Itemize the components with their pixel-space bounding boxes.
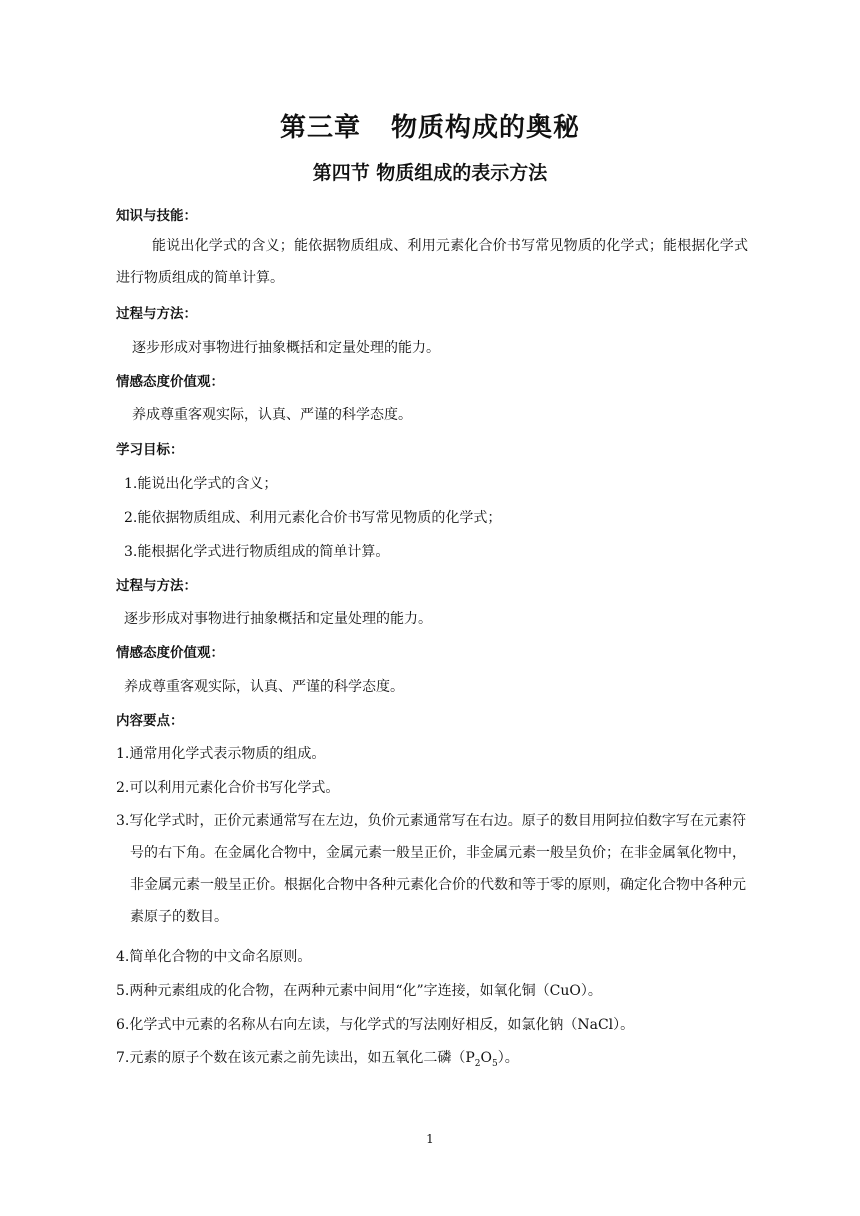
process-text-2: 逐步形成对事物进行抽象概括和定量处理的能力。	[124, 611, 432, 627]
goal-item-3: 3.能根据化学式进行物质组成的简单计算。	[124, 544, 390, 560]
process-heading-2: 过程与方法：	[116, 578, 197, 594]
point-item-5: 5.两种元素组成的化合物，在两种元素中间用“化”字连接，如氧化铜（CuO）。	[116, 983, 602, 999]
knowledge-heading: 知识与技能：	[116, 208, 197, 224]
chapter-number: 第三章	[279, 113, 361, 143]
knowledge-text: 能说出化学式的含义；能依据物质组成、利用元素化合价书写常见物质的化学式；能根据化学式进行物质组成的简单计算。	[116, 238, 748, 286]
point-7-oxygen: O	[480, 1050, 492, 1066]
page-number: 1	[426, 1132, 434, 1146]
point-7-subscript-1: 2	[474, 1058, 481, 1069]
chapter-title	[0, 108, 860, 148]
point-item-3: 3.写化学式时，正价元素通常写在左边，负价元素通常写在右边。原子的数目用阿拉伯数字写在元素符号的右下角。在金属化合物中，金属元素一般呈正价，非金属元素一般呈负价；在非金属氧化物中，非金属元素一般呈正价。根据化合物中各种元素化合价的代数和等于零的原则，确定化合物中各种元素原子的数目。	[116, 813, 746, 925]
goals-heading: 学习目标：	[116, 442, 184, 458]
chapter-name: 物质构成的奥秘	[391, 113, 581, 143]
process-text-1: 逐步形成对事物进行抽象概括和定量处理的能力。	[132, 340, 440, 356]
emotion-text-1: 养成尊重客观实际，认真、严谨的科学态度。	[132, 407, 412, 423]
point-7-subscript-2: 5	[492, 1058, 498, 1069]
goal-item-1: 1.能说出化学式的含义；	[124, 476, 278, 492]
process-heading-1: 过程与方法：	[116, 306, 197, 322]
points-heading: 内容要点：	[116, 713, 184, 729]
emotion-text-2: 养成尊重客观实际，认真、严谨的科学态度。	[124, 679, 404, 695]
point-item-7	[116, 1047, 519, 1075]
emotion-heading-1: 情感态度价值观：	[116, 374, 224, 390]
section-title: 第四节 物质组成的表示方法	[312, 162, 548, 184]
point-item-1: 1.通常用化学式表示物质的组成。	[116, 746, 326, 762]
point-7-suffix: ）。	[497, 1050, 519, 1066]
point-item-2: 2.可以利用元素化合价书写化学式。	[116, 780, 340, 796]
point-item-6: 6.化学式中元素的名称从右向左读，与化学式的写法刚好相反，如氯化钠（NaCl）。	[116, 1017, 635, 1033]
point-item-4: 4.简单化合物的中文命名原则。	[116, 949, 312, 965]
emotion-heading-2: 情感态度价值观：	[116, 645, 224, 661]
goal-item-2: 2.能依据物质组成、利用元素化合价书写常见物质的化学式；	[124, 510, 502, 526]
point-7-prefix: 7.元素的原子个数在该元素之前先读出，如五氧化二磷（P	[116, 1050, 475, 1066]
